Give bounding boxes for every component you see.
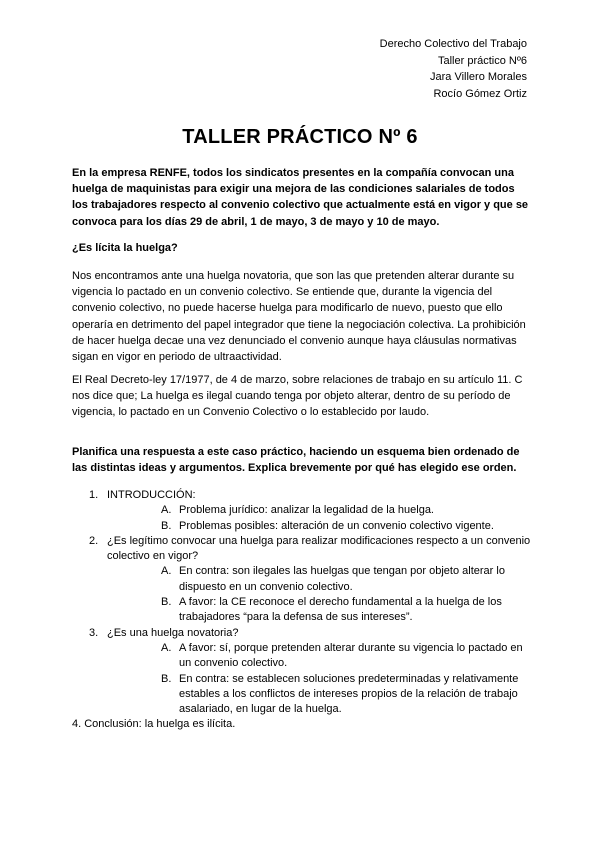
document-header (380, 36, 527, 102)
outline-subitem (107, 503, 532, 518)
answer-paragraph-2: El Real Decreto-ley 17/1977, de 4 de marzo, sobre relaciones de trabajo en su artículo 11. C nos dice que; La huelga es ilegal cuando tenga por objeto alterar, dentro de su período de vigencia, lo pactado en un Convenio Colectivo o lo establecido por laudo. (72, 374, 523, 419)
outline-item-text: ¿Es legítimo convocar una huelga para realizar modificaciones respecto a un convenio colectivo en vigor? (107, 534, 531, 563)
outline-number: 1. (89, 489, 99, 501)
header-author-2: Rocío Gómez Ortiz (433, 87, 527, 100)
outline-item-2 (72, 534, 532, 626)
outline-subitem (107, 564, 532, 595)
outline-subitem-text: Problema jurídico: analizar la legalidad de la huelga. (179, 504, 434, 517)
outline-subnumber: A. (161, 565, 172, 578)
outline-list (72, 488, 532, 733)
outline-subitem-text: Problemas posibles: alteración de un convenio colectivo vigente. (179, 519, 494, 532)
outline-subnumber: B. (161, 519, 172, 532)
outline-subitem-text: A favor: sí, porque pretenden alterar durante su vigencia lo pactado en un convenio colectivo. (179, 641, 523, 670)
outline-number: 2. (89, 534, 99, 547)
outline-item-3 (72, 626, 532, 718)
outline-subitem-text: En contra: se establecen soluciones predeterminadas y relativamente estables a los conflictos de intereses propios de la relación de trabajo asalariado, en lugar de la huelga. (179, 672, 519, 716)
outline-subnumber: A. (161, 504, 172, 517)
answer-paragraph-1: Nos encontramos ante una huelga novatoria, que son las que pretenden alterar durante su vigencia lo pactado en un convenio colectivo. Se entiende que, durante la vigencia del convenio colectivo, no puede hacerse huelga para modificarlo de nuevo, puesto que ello operaría en detrimento del papel integrador que tiene la negociación colectiva. La prohibición de hacer huelga decae una vez denunciado el convenio aunque haya cláusulas normativas sigan en vigor en periodo de ultraactividad. (72, 270, 526, 364)
outline-subitem (107, 641, 532, 672)
header-course: Derecho Colectivo del Trabajo (379, 38, 527, 50)
outline-conclusion: 4. Conclusión: la huelga es ilícita. (72, 718, 236, 731)
plan-instruction: Planifica una respuesta a este caso práctico, haciendo un esquema bien ordenado de las distintas ideas y argumentos. Explica brevemente por qué has elegido ese orden. (72, 446, 520, 475)
outline-subitem-text: A favor: la CE reconoce el derecho fundamental a la huelga de los trabajadores “para la defensa de sus intereses”. (179, 596, 502, 624)
document-title: TALLER PRÁCTICO Nº 6 (182, 126, 418, 148)
outline-subitem-text: En contra: son ilegales las huelgas que tengan por objeto alterar lo dispuesto en un convenio colectivo. (179, 565, 505, 593)
outline-subitem (107, 595, 532, 626)
question-heading: ¿Es lícita la huelga? (72, 242, 178, 254)
outline-item-text: INTRODUCCIÓN: (107, 489, 196, 501)
outline-subnumber: B. (161, 672, 172, 685)
outline-item-text: ¿Es una huelga novatoria? (107, 626, 239, 639)
outline-number: 3. (89, 626, 99, 639)
case-statement: En la empresa RENFE, todos los sindicatos presentes en la compañía convocan una huelga de maquinistas para exigir una mejora de las condiciones salariales de todos los trabajadores respecto al convenio colectivo que actualmente está en vigor y que se convoca para los días 29 de abril, 1 de mayo, 3 de mayo y 10 de mayo. (72, 167, 529, 228)
outline-subitem (107, 519, 532, 534)
outline-subitem (107, 672, 532, 718)
header-assignment: Taller práctico Nº6 (438, 54, 527, 67)
outline-subnumber: A. (161, 641, 172, 654)
outline-item-1 (72, 488, 532, 534)
header-author-1: Jara Villero Morales (429, 71, 527, 83)
outline-subnumber: B. (161, 596, 172, 609)
